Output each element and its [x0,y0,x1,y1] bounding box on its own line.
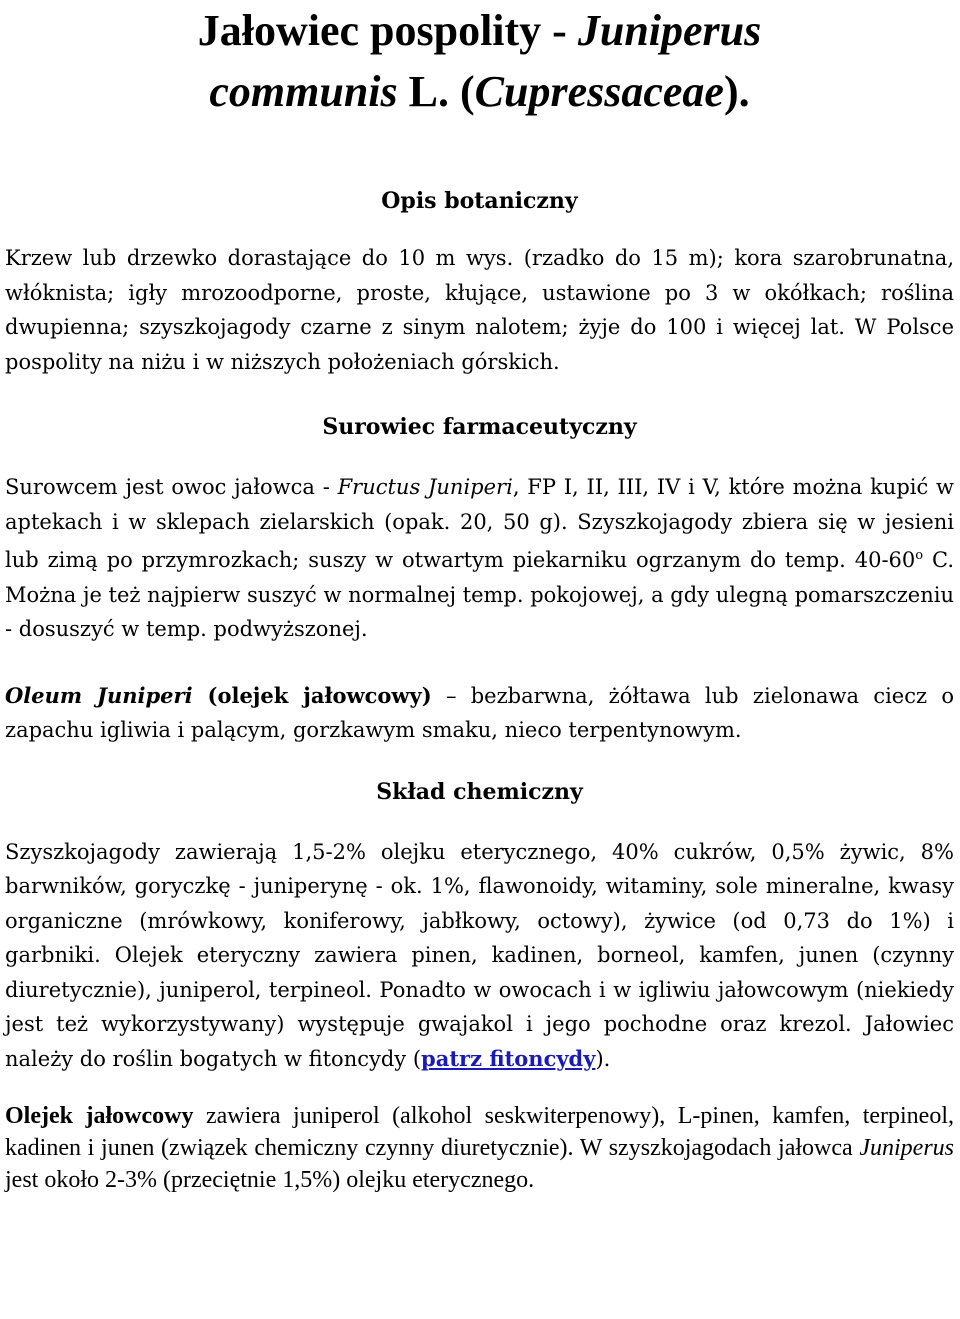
paragraph-pharmaceutical-raw-material [5,470,954,647]
paragraph-juniper-oil [5,679,954,748]
title-author: L. ( [397,67,475,116]
degree-superscript: o [915,548,924,563]
oleum-description: – bezbarwna, żółtawa lub zielonawa ciecz o zapachu igliwia i palącym, gorzkawym smaku, nieco terpentynowym. [5,683,954,742]
title-species: communis [209,67,398,116]
raw-material-latin-name: Fructus Juniperi [337,475,513,499]
oleum-polish-name: (olejek jałowcowy) [192,682,432,708]
raw-material-text-3: C. Można je też najpierw suszyć w normalnej temp. pokojowej, a gdy ulegną pomarszczeniu - dosuszyć w temp. podwyższonej. [5,548,955,641]
olejek-text-1: zawiera juniperol (alkohol seskwiterpenowy), L-pinen, kamfen, terpineol, kadinen i junen (związek chemiczny czynny diuretycznie). W szyszkojagodach jałowca [5,1103,954,1161]
heading-pharmaceutical-raw-material: Surowiec farmaceutyczny [322,414,637,440]
olejek-genus: Juniperus [859,1135,954,1161]
paragraph-botanical-description: Krzew lub drzewko dorastające do 10 m wys. (rzadko do 15 m); kora szarobrunatna, włóknista; igły mrozoodporne, proste, kłujące, ustawione po 3 w okółkach; roślina dwupienna; szyszkojagody czarne z sinym nalotem; żyje do 100 i więcej lat. W Polsce pospolity na niżu i w niższych położeniach górskich. [5,246,954,374]
raw-material-text-1: Surowcem jest owoc jałowca - [5,475,338,499]
heading-chemical-composition: Skład chemiczny [376,778,583,805]
raw-material-text-2: , FP I, II, III, IV i V, które można kupić w aptekach i w sklepach zielarskich (opak. 20, 50 g). Szyszkojagody zbiera się w jesieni lub zimą po przymrozkach; suszy w otwartym piekarniku ogrzanym do temp. 40-60 [5,475,954,572]
paragraph-chemical-composition [5,835,954,1077]
paragraph-juniper-oil-composition [5,1100,954,1196]
page-title [5,0,954,122]
title-part-1: Jałowiec pospolity - [197,6,578,55]
heading-botanical-description: Opis botaniczny [381,188,578,214]
phytoncides-link[interactable]: patrz fitoncydy [421,1045,596,1071]
composition-text-end: ). [595,1046,611,1071]
olejek-text-2: jest około 2-3% (przeciętnie 1,5%) olejku eterycznego. [5,1167,535,1193]
title-genus: Juniperus [577,6,762,55]
title-family: Cupressaceae [474,67,724,116]
oleum-latin-name: Oleum Juniperi [5,682,193,708]
title-end: ). [723,67,750,116]
olejek-name: Olejek jałowcowy [5,1103,194,1129]
composition-text: Szyszkojagody zawierają 1,5-2% olejku eterycznego, 40% cukrów, 0,5% żywic, 8% barwników, goryczkę - juniperynę - ok. 1%, flawonoidy, witaminy, sole mineralne, kwasy organiczne (mrówkowy, koniferowy, jabłkowy, octowy), żywice (od 0,73 do 1%) i garbniki. Olejek eteryczny zawiera pinen, kadinen, borneol, kamfen, junen (czynny diuretycznie), juniperol, terpineol. Ponadto w owocach i w igliwiu jałowcowym (niekiedy jest też wykorzystywany) występuje gwajakol i jego pochodne oraz krezol. Jałowiec należy do roślin bogatych w fitoncydy ( [5,839,954,1071]
